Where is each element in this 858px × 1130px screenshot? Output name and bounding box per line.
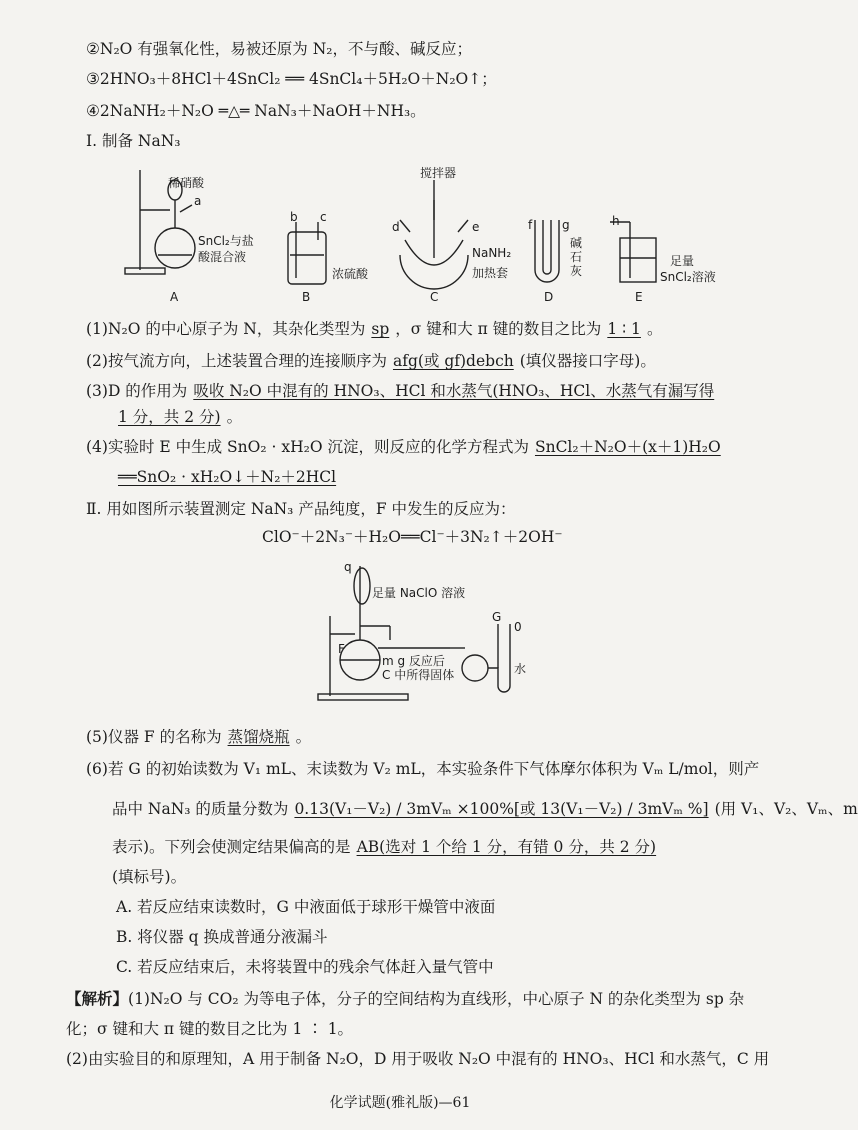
label-excess: 足量 — [670, 254, 695, 268]
q3-answer-2: 1 分，共 2 分) — [118, 408, 221, 426]
question-6: (6)若 G 的初始读数为 V₁ mL、末读数为 V₂ mL，本实验条件下气体摩尔体积为 Vₘ L/mol，则产 — [86, 760, 760, 778]
question-4 — [86, 436, 727, 458]
port-d-label: d — [392, 220, 400, 234]
q5-answer: 蒸馏烧瓶 — [227, 728, 290, 746]
q1-answer-hybridization: sp — [371, 320, 390, 338]
port-h-label: h — [612, 214, 620, 228]
q6-text-1: 品中 NaN₃ 的质量分数为 — [112, 800, 289, 818]
apparatus-figure-1 — [100, 160, 716, 310]
analysis-line-3: (2)由实验目的和原理知，A 用于制备 N₂O，D 用于吸收 N₂O 中混有的 HNO₃、HCl 和水蒸气，C 用 — [66, 1050, 770, 1068]
label-nanh2: NaNH₂ — [472, 246, 512, 260]
apparatus-b-label: B — [302, 290, 311, 304]
q1-text-2: ，σ 键和大 π 键的数目之比为 — [395, 320, 602, 338]
question-1 — [86, 318, 662, 340]
label-heating-mantle: 加热套 — [472, 266, 509, 280]
label-soda-lime-3: 灰 — [570, 264, 583, 278]
option-b: B. 将仪器 q 换成普通分液漏斗 — [116, 928, 328, 946]
option-c: C. 若反应结束后，未将装置中的残余气体赶入量气管中 — [116, 958, 494, 976]
label-naclo-solution: 足量 NaClO 溶液 — [372, 586, 466, 600]
fact-2: ②N₂O 有强氧化性，易被还原为 N₂，不与酸、碱反应； — [86, 40, 473, 58]
q4-answer-2: ══SnO₂ · xH₂O↓＋N₂＋2HCl — [118, 468, 337, 486]
q2-answer-order: afg(或 gf)debch — [392, 352, 514, 370]
question-6-formula — [112, 798, 858, 820]
analysis-line-1 — [66, 988, 744, 1010]
flask-f-label: F — [338, 642, 345, 656]
q6-fill-hint: (填标号)。 — [112, 868, 187, 886]
q5-text-1: (5)仪器 F 的名称为 — [86, 728, 222, 746]
q3-text-2: 。 — [226, 408, 243, 426]
q2-text-2: (填仪器接口字母)。 — [519, 352, 656, 370]
label-soda-lime-2: 石 — [570, 250, 583, 264]
zero-mark-label: 0 — [514, 620, 522, 634]
analysis-line-2: 化；σ 键和大 π 键的数目之比为 1 ∶ 1。 — [66, 1020, 354, 1038]
label-soda-lime-1: 碱 — [570, 236, 583, 250]
section-1-heading: Ⅰ. 制备 NaN₃ — [86, 132, 181, 150]
port-a-label: a — [194, 194, 202, 208]
q3-answer-1: 吸收 N₂O 中混有的 HNO₃、HCl 和水蒸气(HNO₃、HCl、水蒸气有漏写得 — [193, 382, 715, 400]
reaction-equation: ClO⁻＋2N₃⁻＋H₂O══Cl⁻＋3N₂↑＋2OH⁻ — [262, 528, 563, 546]
q6-text-3: 表示)。下列会使测定结果偏高的是 — [112, 838, 351, 856]
q2-text-1: (2)按气流方向，上述装置合理的连接顺序为 — [86, 352, 387, 370]
q6-answer-fraction: 0.13(V₁－V₂) / 3mVₘ ×100%[或 13(V₁－V₂) / 3mVₘ %] — [294, 800, 709, 818]
q1-text-1: (1)N₂O 的中心原子为 N，其杂化类型为 — [86, 320, 366, 338]
label-sncl2-hcl-2: 酸混合液 — [198, 250, 247, 264]
question-2 — [86, 350, 656, 372]
page-footer: 化学试题(雅礼版)—61 — [329, 1095, 471, 1111]
port-b-label: b — [290, 210, 298, 224]
fact-3: ③2HNO₃＋8HCl＋4SnCl₂ ══ 4SnCl₄＋5H₂O＋N₂O↑； — [86, 70, 497, 88]
apparatus-d-label: D — [544, 290, 554, 304]
q6-answer-choice: AB(选对 1 个给 1 分，有错 0 分，共 2 分) — [356, 838, 657, 856]
label-conc-sulfuric-acid: 浓硫酸 — [332, 267, 369, 281]
q5-text-2: 。 — [295, 728, 312, 746]
port-f-label: f — [528, 218, 533, 232]
label-sncl2-hcl-1: SnCl₂与盐 — [198, 234, 254, 248]
apparatus-e-label: E — [635, 290, 643, 304]
question-3-cont — [112, 406, 242, 428]
label-sncl2-solution: SnCl₂溶液 — [660, 270, 716, 284]
port-g-label: g — [562, 218, 570, 232]
port-e-label: e — [472, 220, 480, 234]
section-2-heading: Ⅱ. 用如图所示装置测定 NaN₃ 产品纯度，F 中发生的反应为： — [86, 500, 516, 518]
question-5 — [86, 726, 311, 748]
q4-text-1: (4)实验时 E 中生成 SnO₂ · xH₂O 沉淀，则反应的化学方程式为 — [86, 438, 529, 456]
analysis-tag: 【解析】 — [66, 989, 129, 1008]
funnel-q-label: q — [344, 560, 352, 574]
tube-g-label: G — [492, 610, 502, 624]
apparatus-c-label: C — [430, 290, 439, 304]
label-solid-2: C 中所得固体 — [382, 668, 455, 682]
option-a: A. 若反应结束读数时，G 中液面低于球形干燥管中液面 — [116, 898, 496, 916]
q1-answer-ratio: 1 ∶ 1 — [607, 320, 641, 338]
analysis-text-1: (1)N₂O 与 CO₂ 为等电子体，分子的空间结构为直线形，中心原子 N 的杂化类型为 sp 杂 — [128, 990, 745, 1008]
q6-text-2: (用 V₁、V₂、Vₘ、m — [714, 800, 858, 818]
apparatus-a-label: A — [170, 290, 179, 304]
label-stirrer: 搅拌器 — [420, 166, 457, 180]
port-c-label: c — [320, 210, 327, 224]
label-water: 水 — [514, 662, 527, 676]
q3-text-1: (3)D 的作用为 — [86, 382, 188, 400]
q1-text-3: 。 — [646, 320, 663, 338]
question-6-cont — [112, 836, 662, 858]
question-4-cont — [112, 466, 342, 488]
label-solid-1: m g 反应后 — [382, 654, 445, 668]
question-3 — [86, 380, 720, 402]
apparatus-figure-2 — [300, 556, 560, 706]
fact-4: ④2NaNH₂＋N₂O ═△═ NaN₃＋NaOH＋NH₃。 — [86, 102, 426, 120]
q4-answer-1: SnCl₂＋N₂O＋(x＋1)H₂O — [534, 438, 721, 456]
label-dilute-nitric-acid: 稀硝酸 — [168, 176, 205, 190]
